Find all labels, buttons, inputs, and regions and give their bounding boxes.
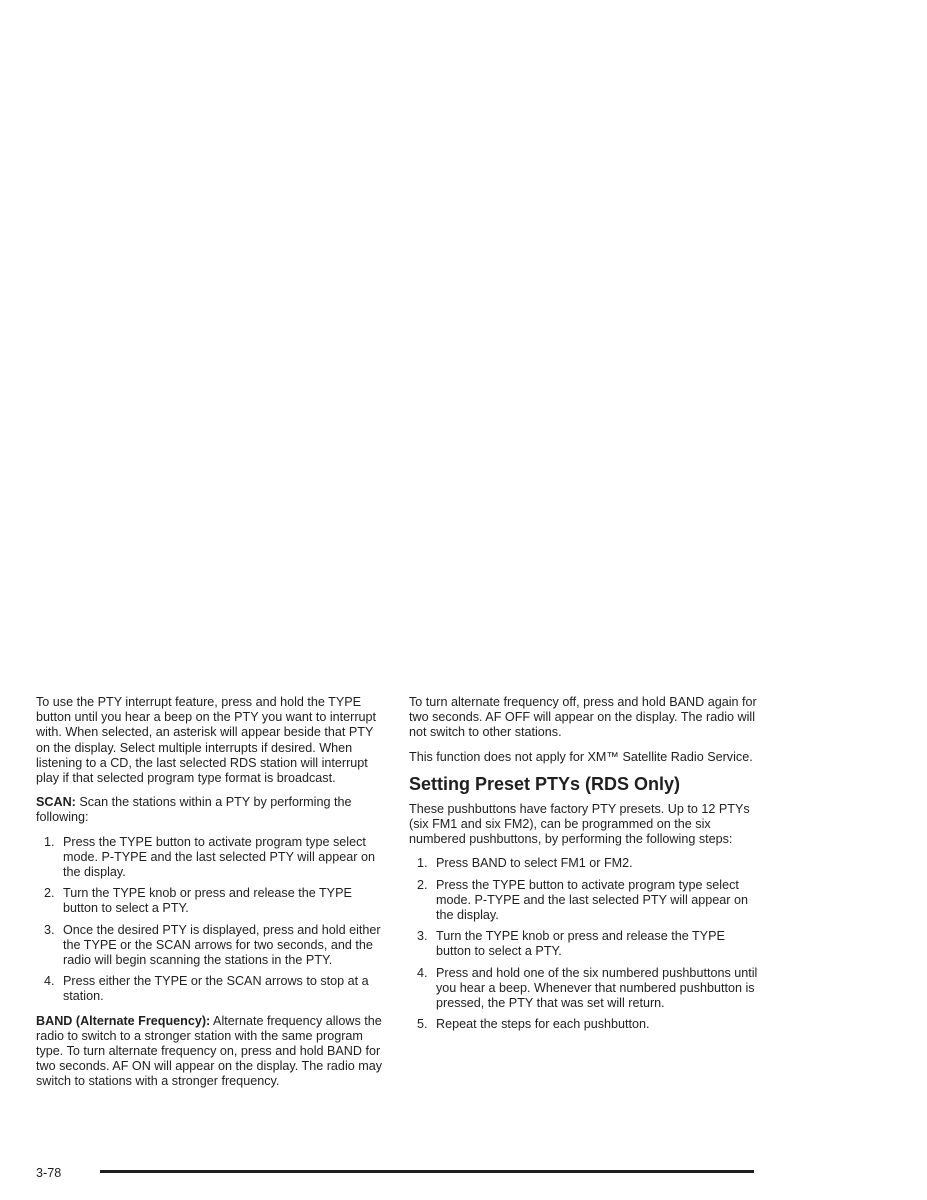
step-text: Press and hold one of the six numbered pushbuttons until you hear a beep. Whenever that numbered pushbutton is pressed, the PTY that was set will return. <box>436 965 758 1011</box>
step-text: Press the TYPE button to activate program type select mode. P-TYPE and the last selected PTY will appear on the display. <box>436 877 748 923</box>
scan-label: SCAN: <box>36 795 76 810</box>
step-text: Turn the TYPE knob or press and release the TYPE button to select a PTY. <box>63 886 352 916</box>
step-number: 3. <box>44 922 55 937</box>
step-text: Press either the TYPE or the SCAN arrows to stop at a station. <box>63 974 369 1004</box>
list-item <box>36 974 390 1004</box>
af-off-paragraph: To turn alternate frequency off, press and hold BAND again for two seconds. AF OFF will appear on the display. The radio will not switch to other stations. <box>409 695 757 740</box>
step-number: 4. <box>417 965 428 980</box>
list-item <box>36 835 390 881</box>
scan-text: Scan the stations within a PTY by performing the following: <box>36 795 352 825</box>
list-item <box>36 886 390 916</box>
pty-interrupt-paragraph: To use the PTY interrupt feature, press and hold the TYPE button until you hear a beep on the PTY you want to interrupt with. When selected, an asterisk will appear beside that PTY on the display. Select multiple interrupts if desired. When listening to a CD, the last selected RDS station will interrupt play if that selected program type format is broadcast. <box>36 695 377 786</box>
left-column <box>36 695 390 1099</box>
list-item <box>409 856 759 871</box>
list-item <box>36 923 390 969</box>
step-text: Repeat the steps for each pushbutton. <box>436 1017 650 1032</box>
step-number: 1. <box>417 856 428 871</box>
step-text: Turn the TYPE knob or press and release the TYPE button to select a PTY. <box>436 929 725 959</box>
right-column <box>409 695 759 1041</box>
step-text: Press BAND to select FM1 or FM2. <box>436 856 633 871</box>
section-heading: Setting Preset PTYs (RDS Only) <box>409 773 681 794</box>
step-number: 4. <box>44 974 55 989</box>
page-number: 3-78 <box>36 1166 62 1180</box>
list-item <box>409 966 759 1012</box>
band-paragraph <box>36 1014 390 1090</box>
scan-steps-list <box>36 835 390 1005</box>
footer-divider <box>100 1170 754 1173</box>
list-item <box>409 1017 759 1032</box>
step-text: Press the TYPE button to activate program type select mode. P-TYPE and the last selected PTY will appear on the display. <box>63 834 375 880</box>
list-item <box>409 929 759 959</box>
step-number: 1. <box>44 834 55 849</box>
step-number: 3. <box>417 929 428 944</box>
preset-steps-list <box>409 856 759 1032</box>
band-text: Alternate frequency allows the radio to switch to a stronger station with the same program type. To turn alternate frequency on, press and hold BAND for two seconds. AF ON will appear on the display. The radio may switch to stations with a stronger frequency. <box>36 1013 383 1089</box>
preset-intro-paragraph: These pushbuttons have factory PTY presets. Up to 12 PTYs (six FM1 and six FM2), can be programmed on the six numbered pushbuttons, by performing the following steps: <box>409 801 750 847</box>
scan-paragraph <box>36 795 390 825</box>
step-number: 5. <box>417 1017 428 1032</box>
step-number: 2. <box>417 877 428 892</box>
step-text: Once the desired PTY is displayed, press and hold either the TYPE or the SCAN arrows for two seconds, and the radio will begin scanning the stations in the PTY. <box>63 922 381 968</box>
xm-note-paragraph: This function does not apply for XM™ Satellite Radio Service. <box>409 749 753 764</box>
list-item <box>409 878 759 924</box>
step-number: 2. <box>44 886 55 901</box>
band-label: BAND (Alternate Frequency): <box>36 1013 211 1028</box>
